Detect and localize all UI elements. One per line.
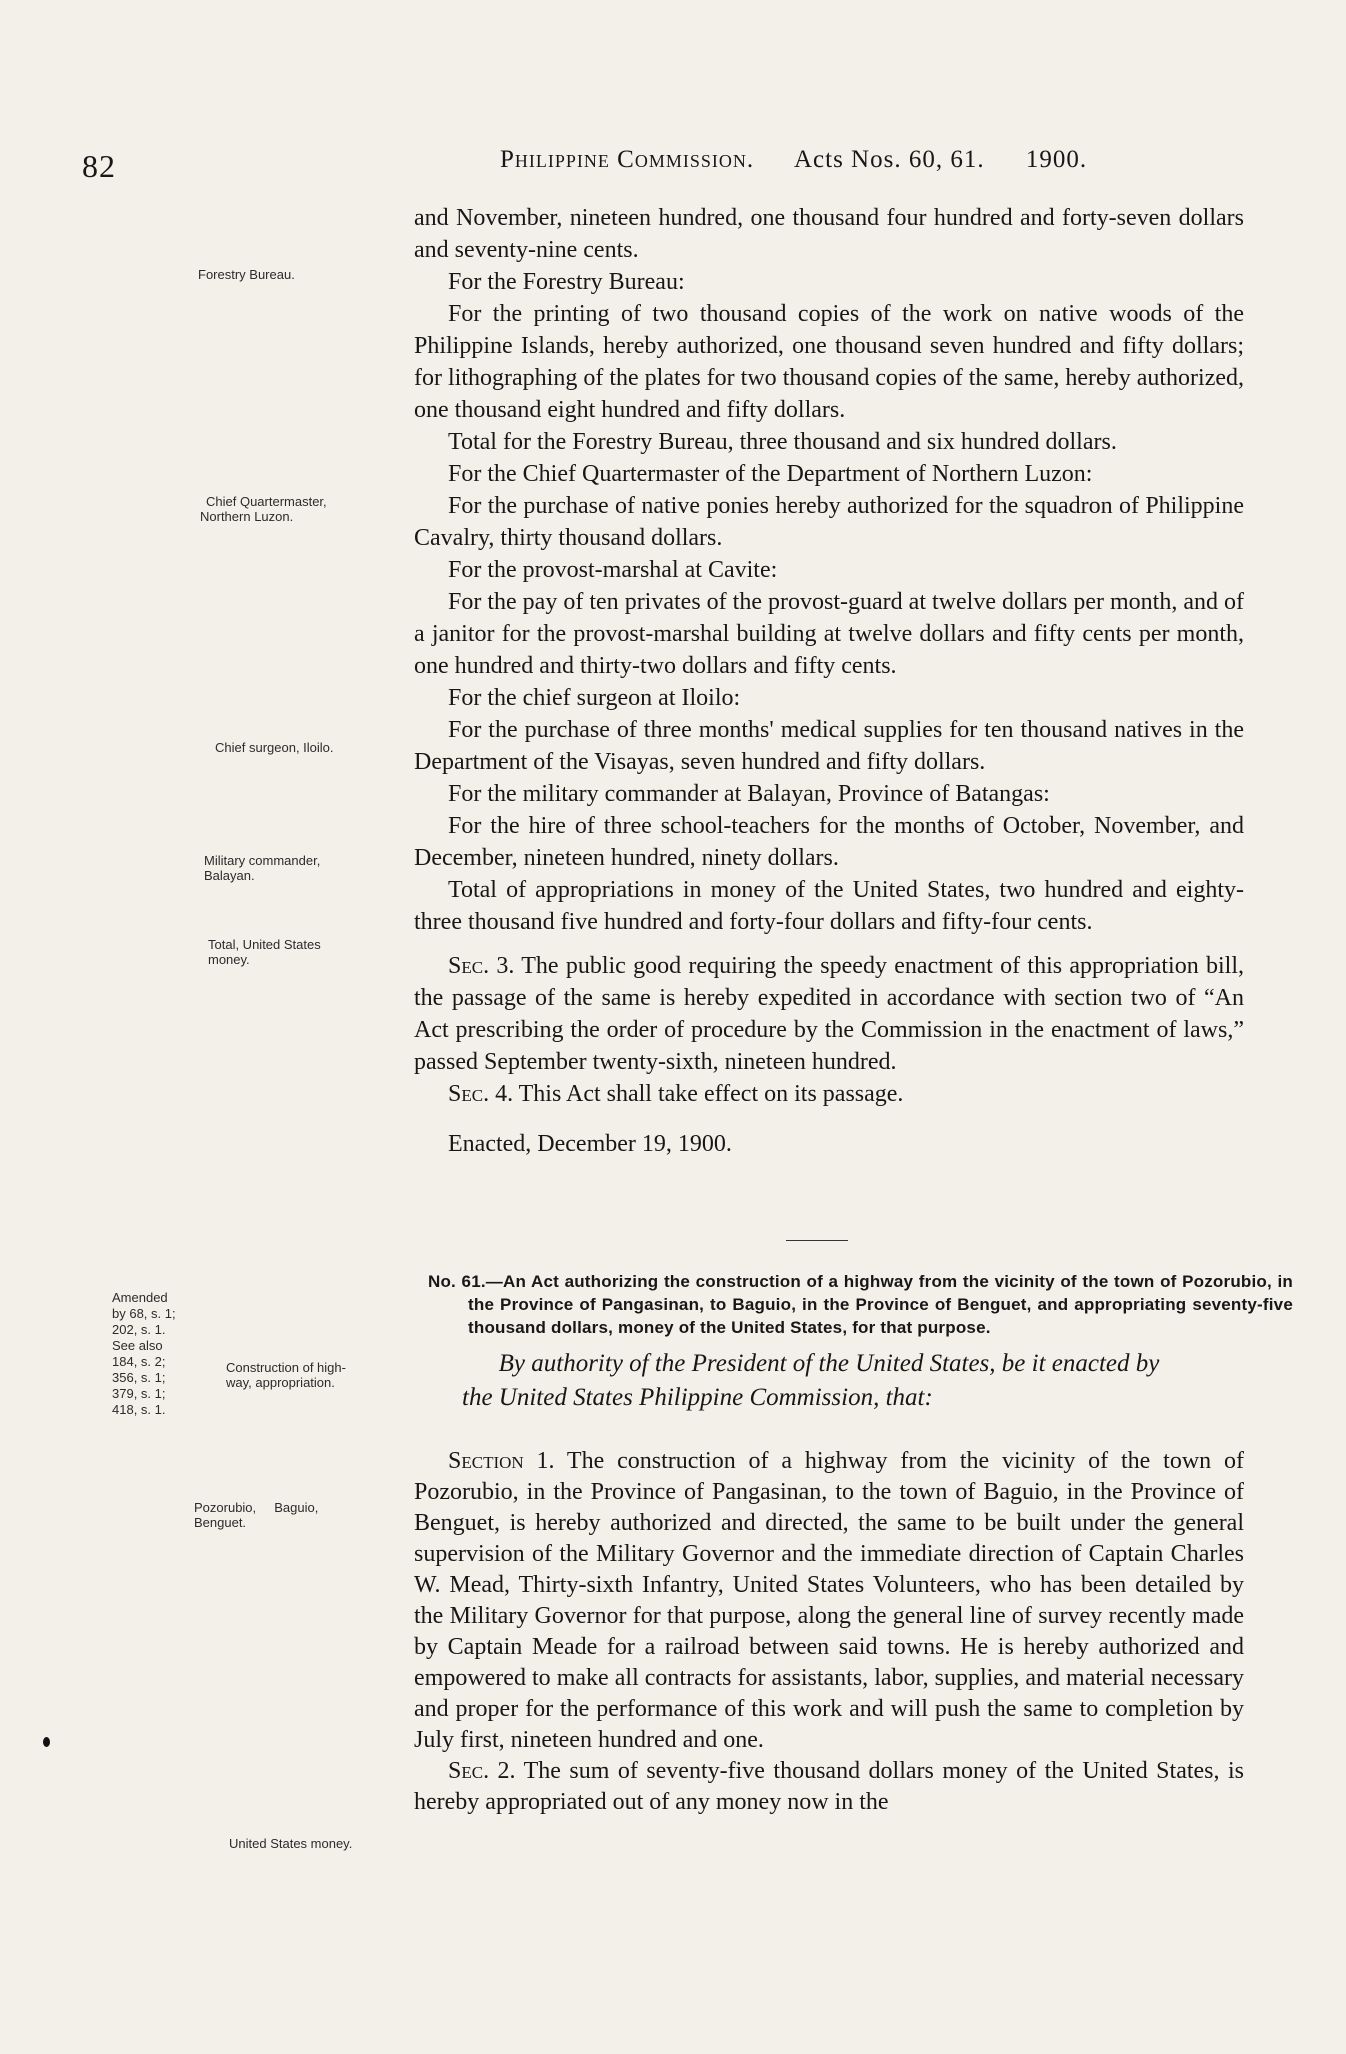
section-3-label: Sec. 3. <box>448 953 515 979</box>
act-60-paragraph-1: and November, nineteen hundred, one thousand four hundred and forty-seven dollars and seventy-nine cents. <box>414 205 1244 263</box>
authority-clause <box>414 1347 1244 1415</box>
act-60-paragraph-2: For the Forestry Bureau: <box>448 269 685 295</box>
act-61-heading-text: —An Act authorizing the construction of a highway from the vicinity of the town of Pozorubio, in the Province of Pangasinan, to Baguio, in the Province of Benguet, and appropriating seventy-five thousand dollars, money of the United States, for that purpose. <box>468 1272 1293 1337</box>
act-60-paragraph-5: For the Chief Quartermaster of the Department of Northern Luzon: <box>448 461 1093 487</box>
act-60-paragraph-6: For the purchase of native ponies hereby authorized for the squadron of Philippine Cavalry, thirty thousand dollars. <box>414 493 1244 551</box>
section-2-text: The sum of seventy-five thousand dollars money of the United States, is hereby appropriated out of any money now in the <box>414 1758 1244 1815</box>
act-61-section-1 <box>414 1446 1244 1756</box>
sidenote-military-commander <box>204 853 320 883</box>
authority-line-2: the United States Philippine Commission, that: <box>462 1384 933 1411</box>
section-divider-rule <box>786 1240 848 1241</box>
act-60-section-3 <box>414 950 1244 1078</box>
sidenote-united-states-money: United States money. <box>229 1836 353 1851</box>
amended-sidenote: Amended by 68, s. 1; 202, s. 1. See also 184, s. 2; 356, s. 1; 379, s. 1; 418, s. 1. <box>112 1290 176 1417</box>
running-head <box>500 147 1087 172</box>
sidenote-construction-line-1: Construction of high- <box>226 1360 346 1375</box>
sidenote-total-line-2: money. <box>208 952 250 967</box>
sidenote-construction-highway <box>226 1360 346 1390</box>
sidenote-military-commander-line-2: Balayan. <box>204 868 255 883</box>
section-2-label: Sec. 2. <box>448 1758 516 1784</box>
act-60-paragraph-11: For the military commander at Balayan, Province of Batangas: <box>448 781 1050 807</box>
sidenote-chief-quartermaster-line-2: Northern Luzon. <box>200 509 294 524</box>
sidenote-chief-surgeon: Chief surgeon, Iloilo. <box>215 740 334 755</box>
act-60-paragraph-4: Total for the Forestry Bureau, three thousand and six hundred dollars. <box>448 429 1117 455</box>
running-head-acts: Acts Nos. 60, 61. <box>793 146 985 173</box>
act-60-paragraph-9: For the chief surgeon at Iloilo: <box>448 685 741 711</box>
sidenote-total-united-states-money <box>208 937 321 967</box>
section-4-text: This Act shall take effect on its passage. <box>513 1081 904 1107</box>
sidenote-pozorubio-baguio-benguet <box>194 1500 318 1530</box>
act-61-number: No. 61. <box>428 1272 486 1291</box>
act-60-section-4 <box>414 1078 1244 1110</box>
act-60-paragraph-3: For the printing of two thousand copies of the work on native woods of the Philippine Islands, hereby authorized, one thousand seven hundred and fifty dollars; for lithographing of the plates for two thousand copies of the same, hereby authorized, one thousand eight hundred and fifty dollars. <box>414 301 1244 423</box>
act-60-enacted-date: Enacted, December 19, 1900. <box>448 1131 732 1157</box>
stray-ink-mark <box>43 1737 50 1747</box>
sidenote-chief-quartermaster <box>200 494 327 524</box>
sidenote-total-line-1: Total, United States <box>208 937 321 952</box>
section-3-text: The public good requiring the speedy enactment of this appropriation bill, the passage of the same is hereby expedited in accordance with section two of “An Act prescribing the order of procedure by the Commission in the enactment of laws,” passed September twenty-sixth, nineteen hundred. <box>414 953 1244 1075</box>
sidenote-chief-quartermaster-line-1: Chief Quartermaster, <box>206 494 327 509</box>
sidenote-pozorubio-line-1: Pozorubio, Baguio, <box>194 1500 319 1515</box>
act-60-paragraph-12: For the hire of three school-teachers for the months of October, November, and December, nineteen hundred, ninety dollars. <box>414 813 1244 871</box>
act-61-section-2 <box>414 1756 1244 1818</box>
act-60-paragraph-7: For the provost-marshal at Cavite: <box>448 557 778 583</box>
main-text-act-61 <box>414 1446 1244 1818</box>
sidenote-military-commander-line-1: Military commander, <box>204 853 321 868</box>
page-number: 82 <box>82 148 116 184</box>
section-4-label: Sec. 4. <box>448 1081 514 1107</box>
running-head-title: Philippine Commission. <box>500 146 755 173</box>
act-60-paragraph-8: For the pay of ten privates of the provost-guard at twelve dollars per month, and of a janitor for the provost-marshal building at twelve dollars and fifty cents per month, one hundred and thirty-two dollars and fifty cents. <box>414 589 1244 679</box>
authority-line-1: By authority of the President of the United States, be it enacted by <box>498 1350 1160 1377</box>
sidenote-construction-line-2: way, appropriation. <box>226 1375 335 1390</box>
running-head-year: 1900. <box>1025 146 1088 173</box>
section-1-label: Section 1. <box>448 1448 555 1474</box>
act-61-heading <box>428 1270 1293 1339</box>
act-60-paragraph-10: For the purchase of three months' medical supplies for ten thousand natives in the Department of the Visayas, seven hundred and fifty dollars. <box>414 717 1244 775</box>
sidenote-pozorubio-line-2: Benguet. <box>194 1515 247 1530</box>
section-1-text: The construction of a highway from the vicinity of the town of Pozorubio, in the Province of Pangasinan, to the town of Baguio, in the Province of Benguet, is hereby authorized and directed, the same to be built under the general supervision of the Military Governor and the immediate direction of Captain Charles W. Mead, Thirty-sixth Infantry, United States Volunteers, who has been detailed by the Military Governor for that purpose, along the general line of survey recently made by Captain Meade for a railroad between said towns. He is hereby authorized and empowered to make all contracts for assistants, labor, supplies, and material necessary and proper for the performance of this work and will push the same to completion by July first, nineteen hundred and one. <box>414 1448 1245 1753</box>
sidenote-forestry: Forestry Bureau. <box>198 267 295 282</box>
act-60-paragraph-13: Total of appropriations in money of the United States, two hundred and eighty-three thousand five hundred and forty-four dollars and fifty-four cents. <box>414 877 1244 935</box>
main-text-act-60 <box>414 202 1244 1160</box>
